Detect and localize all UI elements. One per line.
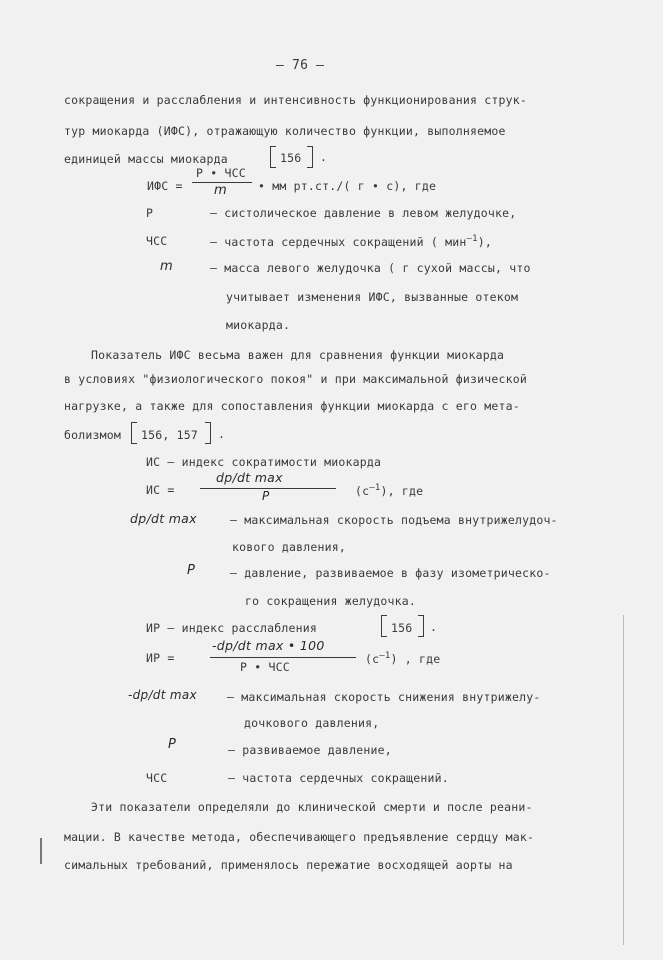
def3-cont-negdpdt: дочкового давления,: [244, 716, 380, 730]
f3-denominator: P • ЧСС: [240, 660, 290, 674]
f2-rest: $(с^{-1})$, где: [355, 483, 424, 498]
ref-bracket-close: [307, 146, 313, 168]
def1-text-hr: – частота сердечных сокращений ( мин$^{-1}$),: [210, 234, 492, 249]
page-number: – 76 –: [276, 58, 325, 73]
f2-numerator: dp/dt max: [216, 470, 283, 485]
def1-cont-1: учитывает изменения ИФС, вызванные отеком: [226, 290, 519, 304]
ir-end-dot: .: [430, 620, 438, 634]
ir-definition: ИР – индекс расслабления: [146, 621, 317, 635]
para1-end-dot: .: [320, 150, 328, 164]
para1-line3: единицей массы миокарда: [64, 152, 228, 166]
def3-text-negdpdt: – максимальная скорость снижения внутрижелу-: [227, 690, 541, 704]
para3-line2: мации. В качестве метода, обеспечивающего предъявление сердцу мак-: [64, 830, 535, 844]
para2-line3: нагрузке, а также для сопоставления функции миокарда с его мета-: [64, 399, 520, 413]
f1-rest: • мм рт.ст./( г • с), где: [258, 179, 437, 193]
ic-definition: ИС – индекс сократимости миокарда: [146, 455, 382, 469]
def1-sym-hr: ЧСС: [146, 234, 168, 248]
f3-lhs: ИР =: [146, 651, 175, 665]
f3-fraction: [210, 638, 356, 676]
ref3-bracket-open: [381, 615, 387, 637]
def1-cont-2: миокарда.: [226, 318, 291, 332]
ref2-bracket-close: [205, 422, 211, 444]
def1-sym-m: m: [160, 259, 173, 274]
para1-line1: сокращения и расслабления и интенсивность функционирования струк-: [64, 93, 528, 107]
ref3-bracket-close: [418, 615, 424, 637]
reference-156: 156: [280, 151, 302, 165]
def3-sym-negdpdt: -dp/dt max: [128, 688, 197, 702]
def2-text-dpdt: – максимальная скорость подъема внутрижелудоч-: [230, 513, 558, 527]
def1-text-p: – систолическое давление в левом желудочке,: [210, 206, 517, 220]
def2-text-p: – давление, развиваемое в фазу изометрическо-: [230, 566, 551, 580]
para2-line1: Показатель ИФС весьма важен для сравнения функции миокарда: [91, 348, 505, 362]
f3-rest: $(с^{-1})$ , где: [365, 651, 441, 666]
para3-line3: симальных требований, применялось пережатие восходящей аорты на: [64, 858, 513, 872]
para2-line4: болизмом: [64, 428, 121, 442]
f1-lhs: ИФС =: [147, 179, 183, 193]
left-margin-mark: [40, 838, 42, 864]
def2-cont-dpdt: кового давления,: [232, 540, 346, 554]
f2-denominator: P: [262, 489, 270, 503]
def1-text-m: – масса левого желудочка ( г сухой массы, что: [210, 261, 531, 275]
para1-line2: тур миокарда (ИФС), отражающую количество функции, выполняемое: [64, 124, 506, 138]
def2-sym-dpdt: dp/dt max: [130, 511, 197, 526]
f1-denominator: m: [214, 183, 227, 198]
def3-sym-hr: ЧСС: [146, 771, 168, 785]
scan-edge-line: [623, 615, 624, 945]
def3-text-p: – развиваемое давление,: [228, 743, 392, 757]
def1-sym-p: P: [146, 206, 154, 220]
f2-lhs: ИС =: [146, 483, 175, 497]
para3-line1: Эти показатели определяли до клинической смерти и после реани-: [91, 800, 533, 814]
def2-cont-p: го сокращения желудочка.: [245, 594, 416, 608]
ref2-bracket-open: [131, 422, 137, 444]
def3-sym-p: P: [168, 737, 177, 752]
reference-156-b: 156: [391, 621, 413, 635]
def3-text-hr: – частота сердечных сокращений.: [228, 771, 449, 785]
f2-fraction: [200, 470, 336, 506]
f3-fraction-bar: [210, 657, 356, 658]
def2-sym-p: P: [187, 563, 196, 578]
reference-156-157: 156, 157: [141, 428, 198, 442]
para2-end-dot: .: [218, 427, 226, 441]
f1-fraction: [192, 166, 252, 202]
ref-bracket-open: [270, 146, 276, 168]
f3-numerator: -dp/dt max • 100: [212, 638, 325, 653]
para2-line2: в условиях "физиологического покоя" и при максимальной физической: [64, 372, 528, 386]
f1-numerator: P • ЧСС: [196, 166, 246, 180]
